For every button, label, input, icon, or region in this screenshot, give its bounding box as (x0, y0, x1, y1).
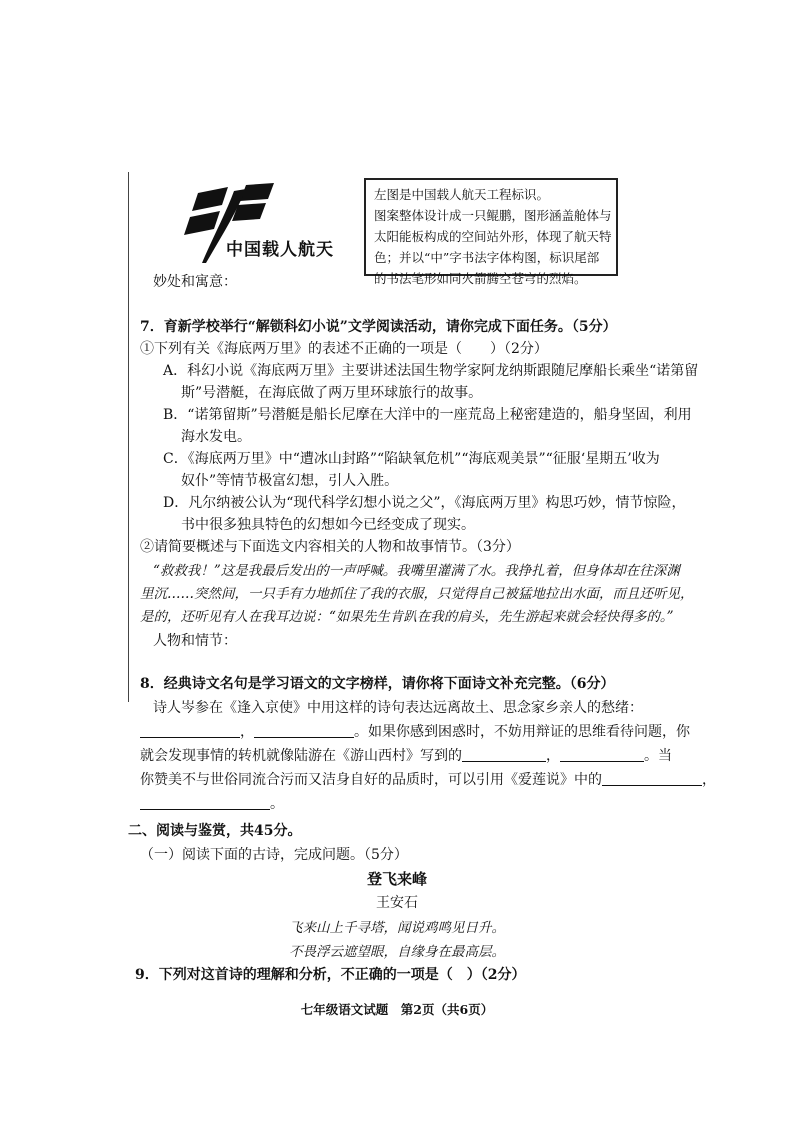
info-line: 左图是中国载人航天工程标识。 (374, 187, 550, 202)
q9-title: 9．下列对这首诗的理解和分析，不正确的一项是（ ）（2分） (135, 967, 526, 983)
margin-line (128, 172, 129, 702)
q8-line-3: 就会发现事情的转机就像陆游在《游山西村》写到的 ， 。当 (140, 748, 672, 764)
excerpt-line: 里沉……突然间，一只手有力地抓住了我的衣服，只觉得自己被猛地拉出水面，而且还听见， (140, 586, 694, 602)
page-footer: 七年级语文试题 第2页（共6页） (300, 1002, 494, 1017)
q8-line-4: 你赞美不与世俗同流合污而又洁身自好的品质时，可以引用《爱莲说》中的 ， (140, 772, 716, 788)
q8-text: 。 (270, 796, 284, 812)
poem-title: 登飞来峰 (366, 870, 427, 888)
option-b-line-1: B．“诺第留斯”号潜艇是船长尼摩在大洋中的一座荒岛上秘密建造的，船身坚固，利用 (163, 407, 692, 423)
poem-author: 王安石 (376, 895, 418, 911)
q7-title: 7．育新学校举行“解锁科幻小说”文学阅读活动，请你完成下面任务。（5分） (140, 319, 617, 335)
q8-text: 。当 (644, 748, 672, 764)
logo-text: 中国载人航天 (226, 240, 334, 260)
answer-blank[interactable] (140, 723, 240, 738)
q8-text: 。如果你感到困惑时，不妨用辩证的思维看待问题，你 (354, 724, 690, 740)
option-d-line-1: D．凡尔纳被公认为“现代科学幻想小说之父”，《海底两万里》构思巧妙，情节惊险， (163, 495, 686, 511)
answer-label: 人物和情节： (153, 633, 237, 649)
poem-line: 不畏浮云遮望眼，自缘身在最高层。 (289, 944, 505, 960)
option-b-line-2: 海水发电。 (181, 429, 251, 445)
q8-line-5 (140, 793, 284, 813)
info-line: 色；并以“中”字书法字体构图，标识尾部 (374, 250, 600, 265)
answer-blank[interactable] (254, 723, 354, 738)
poem-line: 飞来山上千寻塔，闻说鸡鸣见日升。 (289, 920, 505, 936)
q7-subquestion-2: ②请简要概述与下面选文内容相关的人物和故事情节。（3分） (140, 539, 520, 555)
info-line: 太阳能板构成的空间站外形，体现了航天特 (374, 229, 612, 244)
option-c-line-1: C．《海底两万里》中“遭冰山封路”“陷缺氧危机”“海底观美景”“征服‘星期五’收为 (163, 451, 660, 467)
answer-blank[interactable] (462, 747, 546, 762)
q7-subquestion-1: ①下列有关《海底两万里》的表述不正确的一项是（ ）（2分） (140, 341, 548, 357)
info-box (364, 178, 618, 286)
answer-prompt: 妙处和寓意： (153, 274, 237, 290)
answer-blank[interactable] (140, 795, 270, 810)
info-line: 图案整体设计成一只鲲鹏，图形涵盖舱体与 (374, 208, 612, 223)
option-a-line-2: 斯”号潜艇，在海底做了两万里环球旅行的故事。 (181, 385, 483, 401)
q8-text: 就会发现事情的转机就像陆游在《游山西村》写到的 (140, 748, 462, 764)
q8-line-2: ， 。如果你感到困惑时，不妨用辩证的思维看待问题，你 (140, 721, 690, 741)
section-title: 二、阅读与鉴赏，共45分。 (128, 823, 302, 839)
excerpt-line: “救救我！”这是我最后发出的一声呼喊。我嘴里灌满了水。我挣扎着，但身体却在往深渊 (153, 563, 680, 579)
answer-blank[interactable] (602, 771, 702, 786)
option-c-line-2: 奴仆”等情节极富幻想，引人入胜。 (181, 473, 399, 489)
info-line: 的书法笔形如同火箭腾空苍穹的烈焰。 (374, 271, 587, 286)
excerpt-line: 是的，还听见有人在我耳边说：“如果先生肯趴在我的肩头，先生游起来就会轻快得多的。” (140, 609, 674, 625)
option-d-line-2: 书中很多独具特色的幻想如今已经变成了现实。 (181, 517, 475, 533)
section-part-title: （一）阅读下面的古诗，完成问题。（5分） (140, 847, 408, 863)
q8-line: 诗人岑参在《逢入京使》中用这样的诗句表达远离故土、思念家乡亲人的愁绪： (153, 700, 643, 716)
q8-title: 8．经典诗文名句是学习语文的文字榜样，请你将下面诗文补充完整。（6分） (140, 676, 615, 692)
answer-blank[interactable] (560, 747, 644, 762)
option-a-line-1: A．科幻小说《海底两万里》主要讲述法国生物学家阿龙纳斯跟随尼摩船长乘坐“诺第留 (163, 363, 699, 379)
q8-text: 你赞美不与世俗同流合污而又洁身自好的品质时，可以引用《爱莲说》中的 (140, 772, 602, 788)
